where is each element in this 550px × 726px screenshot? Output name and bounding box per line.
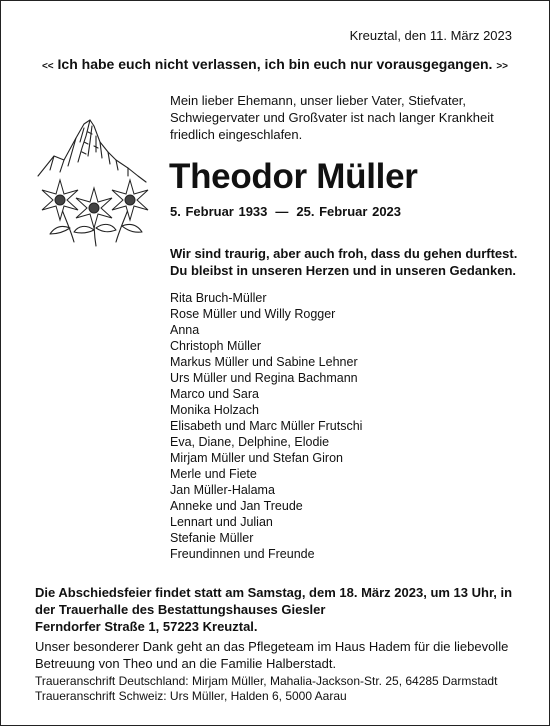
thanks-text xyxy=(35,638,515,672)
list-item: Mirjam Müller und Stefan Giron xyxy=(170,451,343,465)
place-date: Kreuztal, den 11. März 2023 xyxy=(349,28,512,43)
motto-open-quote: << xyxy=(41,61,54,72)
life-dates xyxy=(170,204,401,219)
intro-text xyxy=(170,92,520,143)
death-date: 25. Februar 2023 xyxy=(296,204,402,219)
list-item: Jan Müller-Halama xyxy=(170,483,275,497)
list-item: Monika Holzach xyxy=(170,403,259,417)
list-item: Eva, Diane, Delphine, Elodie xyxy=(170,435,330,449)
farewell-line: Die Abschiedsfeier findet statt am Samstag, dem 18. März 2023, um 13 Uhr, in xyxy=(35,585,513,600)
farewell-line: der Trauerhalle des Bestattungshauses Giesler xyxy=(35,602,326,617)
list-item: Anna xyxy=(170,323,200,337)
list-item: Stefanie Müller xyxy=(170,531,254,545)
list-item: Urs Müller und Regina Bachmann xyxy=(170,371,358,385)
mourners-list xyxy=(170,290,362,562)
motto-close-quote: >> xyxy=(496,61,509,72)
intro-line: Mein lieber Ehemann, unser lieber Vater, Stiefvater, xyxy=(170,93,467,108)
thanks-line: Betreuung von Theo und an die Familie Halberstadt. xyxy=(35,656,337,671)
list-item: Merle und Fiete xyxy=(170,467,257,481)
intro-line: Schwiegervater und Großvater ist nach langer Krankheit xyxy=(170,110,494,125)
sentiment-text xyxy=(170,245,530,279)
list-item: Markus Müller und Sabine Lehner xyxy=(170,355,358,369)
list-item: Rose Müller und Willy Rogger xyxy=(170,307,336,321)
motto-text: Ich habe euch nicht verlassen, ich bin euch nur vorausgegangen. xyxy=(57,56,493,72)
list-item: Freundinnen und Freunde xyxy=(170,547,315,561)
intro-line: friedlich eingeschlafen. xyxy=(170,127,303,142)
birth-date: 5. Februar 1933 xyxy=(170,204,268,219)
address-switzerland: Traueranschrift Schweiz: Urs Müller, Halden 6, 5000 Aarau xyxy=(35,689,347,703)
mountain-edelweiss-icon xyxy=(30,112,166,248)
thanks-line: Unser besonderer Dank geht an das Pflegeteam im Haus Hadem für die liebevolle xyxy=(35,639,509,654)
list-item: Marco und Sara xyxy=(170,387,259,401)
sentiment-line: Wir sind traurig, aber auch froh, dass du gehen durftest. xyxy=(170,246,518,261)
address-germany: Traueranschrift Deutschland: Mirjam Müller, Mahalia-Jackson-Str. 25, 64285 Darmstadt xyxy=(35,674,498,688)
list-item: Christoph Müller xyxy=(170,339,262,353)
deceased-name: Theodor Müller xyxy=(169,157,418,196)
farewell-details xyxy=(35,584,515,635)
farewell-line: Ferndorfer Straße 1, 57223 Kreuztal. xyxy=(35,619,258,634)
motto xyxy=(0,56,550,72)
list-item: Rita Bruch-Müller xyxy=(170,291,267,305)
list-item: Lennart und Julian xyxy=(170,515,273,529)
date-separator: — xyxy=(275,204,289,219)
list-item: Anneke und Jan Treude xyxy=(170,499,303,513)
list-item: Elisabeth und Marc Müller Frutschi xyxy=(170,419,363,433)
sentiment-line: Du bleibst in unseren Herzen und in unseren Gedanken. xyxy=(170,263,517,278)
